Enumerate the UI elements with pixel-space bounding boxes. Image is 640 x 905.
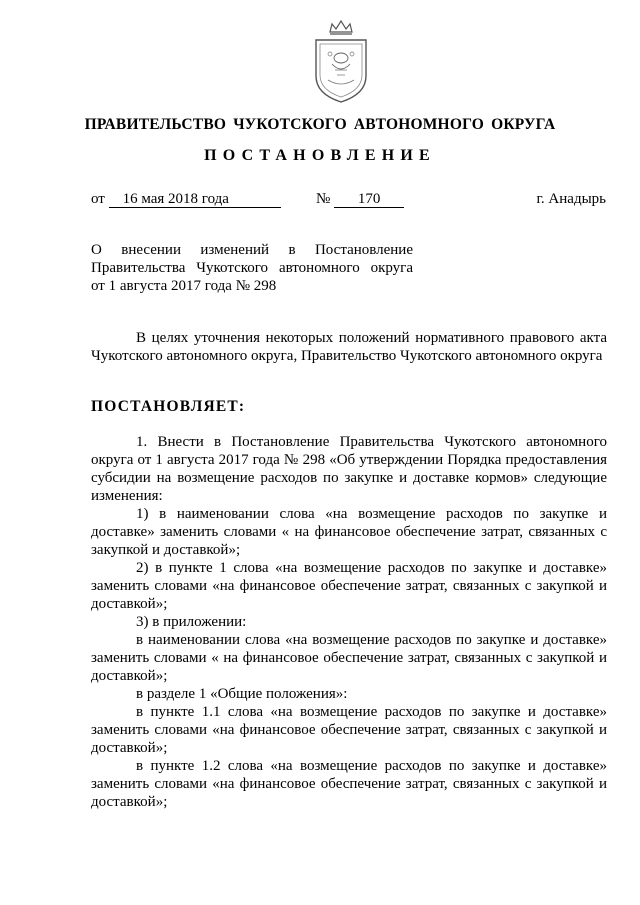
preamble	[91, 329, 607, 365]
coat-of-arms-emblem	[308, 18, 374, 106]
resolves-heading: ПОСТАНОВЛЯЕТ:	[91, 398, 246, 415]
paragraph: 2) в пункте 1 слова «на возмещение расходов по закупке и доставке» заменить словами «на финансовое обеспечение затрат, связанных с закупкой и доставкой»;	[91, 560, 607, 612]
paragraph: в наименовании слова «на возмещение расходов по закупке и доставке» заменить словами « на финансовое обеспечение затрат, связанных с закупкой и доставкой»;	[91, 632, 607, 684]
paragraph: 1. Внести в Постановление Правительства Чукотского автономного округа от 1 августа 2017 года № 298 «Об утверждении Порядка предоставления субсидии на возмещение расходов по закупке и доставке кормов» следующие изменения:	[91, 434, 607, 504]
date-value: 16 мая 2018 года	[109, 191, 281, 208]
document-subject	[91, 241, 413, 295]
document-type: ПОСТАНОВЛЕНИЕ	[204, 147, 436, 164]
document-date	[91, 190, 281, 208]
paragraph: 1) в наименовании слова «на возмещение расходов по закупке и доставке» заменить словами « на финансовое обеспечение затрат, связанных с закупкой и доставкой»;	[91, 506, 607, 558]
document-number	[316, 190, 404, 208]
number-prefix: №	[316, 191, 331, 207]
resolution-body	[91, 433, 607, 811]
date-prefix: от	[91, 191, 105, 207]
number-value: 170	[334, 191, 404, 208]
subject-line: Правительства Чукотского автономного округа	[91, 260, 413, 276]
paragraph: 3) в приложении:	[136, 614, 247, 630]
paragraph: в разделе 1 «Общие положения»:	[136, 686, 348, 702]
preamble-text: В целях уточнения некоторых положений нормативного правового акта Чукотского автономного округа, Правительство Чукотского автономного округа	[91, 330, 607, 364]
subject-line: О внесении изменений в Постановление	[91, 242, 413, 258]
paragraph: в пункте 1.2 слова «на возмещение расходов по закупке и доставке» заменить словами «на финансовое обеспечение затрат, связанных с закупкой и доставкой»;	[91, 758, 607, 810]
document-city: г. Анадырь	[536, 191, 606, 207]
organization-title: ПРАВИТЕЛЬСТВО ЧУКОТСКОГО АВТОНОМНОГО ОКРУГА	[84, 116, 556, 133]
paragraph: в пункте 1.1 слова «на возмещение расходов по закупке и доставке» заменить словами «на финансовое обеспечение затрат, связанных с закупкой и доставкой»;	[91, 704, 607, 756]
subject-line: от 1 августа 2017 года № 298	[91, 278, 277, 294]
